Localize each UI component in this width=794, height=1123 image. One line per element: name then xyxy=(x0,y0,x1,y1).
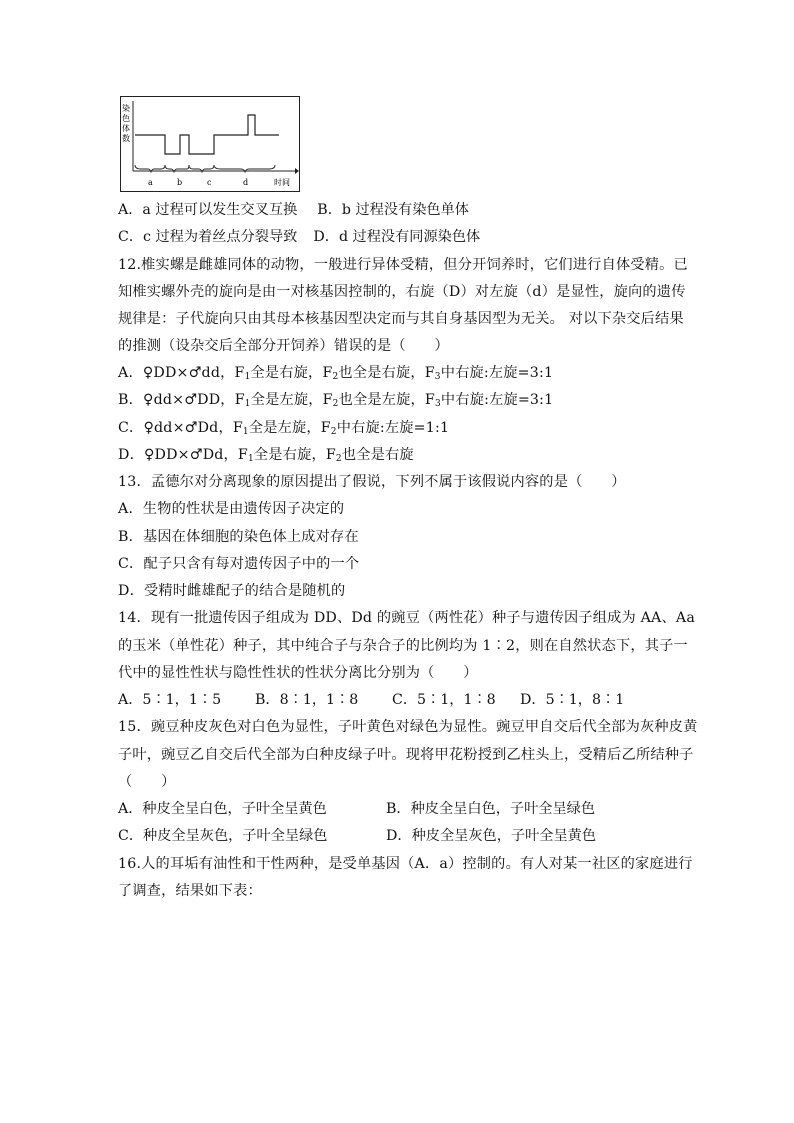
q15-option-c: C．种皮全呈灰色，子叶全呈绿色 xyxy=(118,828,328,844)
xlabel-b: b xyxy=(177,178,183,187)
q14-option-d: D．5∶1，8∶1 xyxy=(520,692,625,708)
q13-option-d: D．受精时雌雄配子的结合是随机的 xyxy=(118,583,346,599)
chromosome-figure xyxy=(120,96,300,192)
xlabel-a: a xyxy=(148,178,153,187)
ylabel-2: 色 xyxy=(122,114,130,123)
q11-options-row-2 xyxy=(118,227,480,247)
q12-option-a: A．♀DD×♂dd，$F_1$全是右旋，$F_2$也全是右旋，$F_3$中右旋:左旋=3:1 xyxy=(118,365,554,382)
q15-stem-3: （ ） xyxy=(118,774,176,790)
q12-stem-3: 规律是：子代旋向只由其母本核基因型决定而与其自身基因型为无关。 对以下杂交后结果 xyxy=(118,311,684,327)
ylabel-4: 数 xyxy=(122,134,130,143)
q14-option-c: C．5∶1，1∶8 xyxy=(392,692,496,708)
xlabel-c: c xyxy=(207,178,212,187)
q13-stem: 13．孟德尔对分离现象的原因提出了假说，下列不属于该假说内容的是（ ） xyxy=(118,474,626,490)
x-axis-arrow xyxy=(295,168,299,174)
q12-stem-2: 知椎实螺外壳的旋向是由一对核基因控制的，右旋（D）对左旋（d）是显性，旋向的遗传 xyxy=(118,284,686,300)
q13-option-a: A．生物的性状是由遗传因子决定的 xyxy=(118,501,345,517)
q15-stem-2: 子叶，豌豆乙自交后代全部为白种皮绿子叶。现将甲花粉授到乙柱头上，受精后乙所结种子 xyxy=(118,747,694,763)
q15-option-d: D．种皮全呈灰色，子叶全呈黄色 xyxy=(386,828,597,844)
q12-stem-4: 的推测（设杂交后全部分开饲养）错误的是（ ） xyxy=(118,338,449,354)
q16-stem-1: 16.人的耳垢有油性和干性两种，是受单基因（A．a）控制的。有人对某一社区的家庭进行 xyxy=(118,856,693,872)
q12-option-c: C．♀dd×♂Dd，$F_1$全是左旋，$F_2$中右旋:左旋=1:1 xyxy=(118,420,450,437)
q14-stem-2: 的玉米（单性花）种子，其中纯合子与杂合子的比例均为 1∶2，则在自然状态下，其子一 xyxy=(118,638,688,654)
q14-stem-1: 14．现有一批遗传因子组成为 DD、Dd 的豌豆（两性花）种子与遗传因子组成为 AA、Aa xyxy=(118,610,695,626)
ylabel-3: 体 xyxy=(122,124,130,133)
q11-option-c: C．c 过程为着丝点分裂导致 xyxy=(118,229,298,245)
q12-option-d: D．♀DD×♂Dd，$F_1$全是右旋，$F_2$也全是右旋 xyxy=(118,447,414,464)
chromosome-step-line xyxy=(135,115,279,154)
time-label: 时间 xyxy=(274,178,290,187)
q11-option-d: D．d 过程没有同源染色体 xyxy=(313,229,481,245)
xlabel-d: d xyxy=(243,178,249,187)
q16-stem-2: 了调查，结果如下表： xyxy=(118,883,262,899)
q15-options-row-2 xyxy=(118,826,596,846)
q11-option-a: A．a 过程可以发生交叉互换 xyxy=(118,202,298,218)
chromosome-graph xyxy=(121,97,299,191)
q14-options-row xyxy=(118,690,624,710)
ylabel-1: 染 xyxy=(122,104,130,113)
q12-stem-1: 12.椎实螺是雌雄同体的动物，一般进行异体受精，但分开饲养时，它们进行自体受精。已 xyxy=(118,257,688,273)
q14-stem-3: 代中的显性性状与隐性性状的性状分离比分别为（ ） xyxy=(118,665,478,681)
q15-options-row-1 xyxy=(118,799,595,819)
q15-option-a: A．种皮全呈白色，子叶全呈黄色 xyxy=(118,801,327,817)
q14-option-a: A．5∶1，1∶5 xyxy=(118,692,222,708)
q11-option-b: B．b 过程没有染色单体 xyxy=(317,202,469,218)
q15-option-b: B．种皮全呈白色，子叶全呈绿色 xyxy=(386,801,596,817)
q12-option-b: B．♀dd×♂DD，$F_1$全是左旋，$F_2$也全是左旋，$F_3$中右旋:左旋=3:1 xyxy=(118,392,554,409)
q11-options-row-1 xyxy=(118,200,469,220)
q13-option-c: C．配子只含有每对遗传因子中的一个 xyxy=(118,556,360,572)
q15-stem-1: 15．豌豆种皮灰色对白色为显性，子叶黄色对绿色为显性。豌豆甲自交后代全部为灰种皮黄 xyxy=(118,719,698,735)
q13-option-b: B．基因在体细胞的染色体上成对存在 xyxy=(118,529,359,545)
q14-option-b: B．8∶1，1∶8 xyxy=(255,692,359,708)
